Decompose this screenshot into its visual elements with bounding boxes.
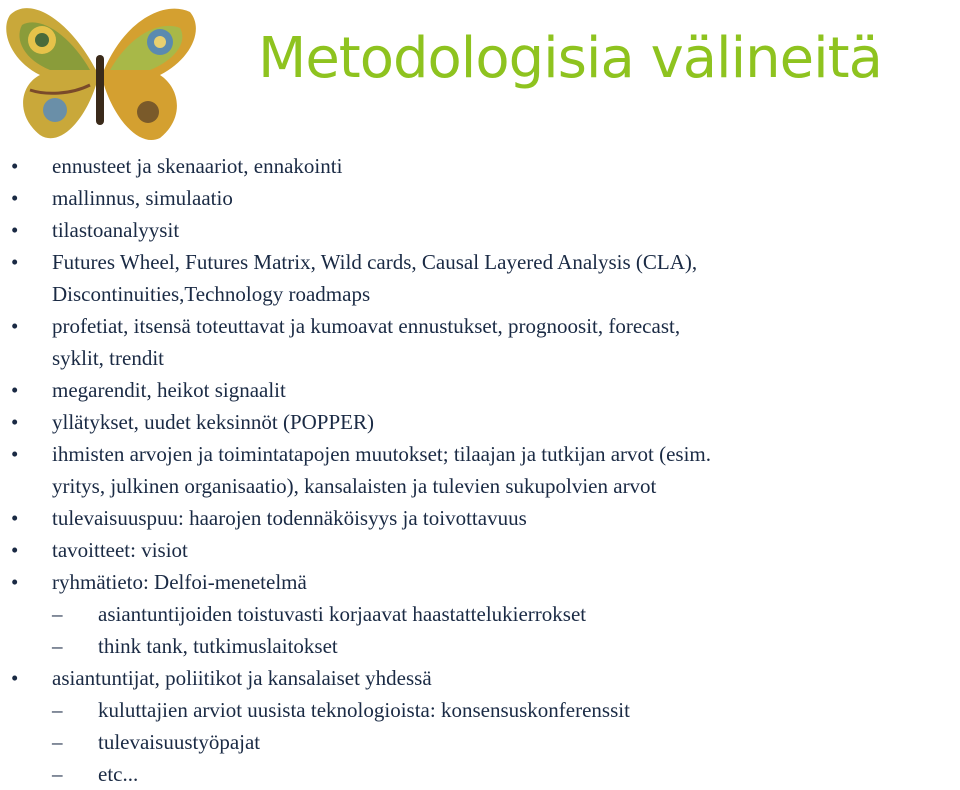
bullet-marker: • [11, 218, 19, 242]
list-item-text: profetiat, itsensä toteuttavat ja kumoavat ennustukset, prognoosit, forecast, [52, 314, 681, 338]
bullet-marker: • [11, 186, 19, 210]
dash-marker: – [52, 602, 63, 626]
list-item [0, 246, 960, 278]
butterfly-body [96, 55, 104, 125]
list-item [0, 566, 960, 598]
bullet-marker: • [11, 666, 19, 690]
bullet-marker: • [11, 538, 19, 562]
bullet-marker: • [11, 250, 19, 274]
list-item-text: asiantuntijat, poliitikot ja kansalaiset yhdessä [52, 666, 432, 690]
list-item [0, 374, 960, 406]
list-item [0, 214, 960, 246]
list-item [0, 406, 960, 438]
list-item-text: Futures Wheel, Futures Matrix, Wild cards, Causal Layered Analysis (CLA), [52, 250, 698, 274]
butterfly-image [0, 0, 205, 150]
list-item-text: tulevaisuustyöpajat [98, 730, 261, 754]
dash-marker: – [52, 730, 63, 754]
list-item-text: think tank, tutkimuslaitokset [98, 634, 338, 658]
bullet-marker: • [11, 442, 19, 466]
list-item-text: tilastoanalyysit [52, 218, 180, 242]
list-item-continuation: yritys, julkinen organisaatio), kansalaisten ja tulevien sukupolvien arvot [52, 474, 657, 498]
dash-marker: – [52, 634, 63, 658]
sub-list-item [0, 630, 960, 662]
list-item [0, 662, 960, 694]
list-item [0, 502, 960, 534]
list-item-continuation: syklit, trendit [52, 346, 164, 370]
list-item-text: tavoitteet: visiot [52, 538, 188, 562]
list-item-text: mallinnus, simulaatio [52, 186, 233, 210]
list-item-text: ennusteet ja skenaariot, ennakointi [52, 154, 343, 178]
bullet-marker: • [11, 154, 19, 178]
list-item-text: etc... [98, 762, 139, 786]
bullet-marker: • [11, 410, 19, 434]
dash-marker: – [52, 698, 63, 722]
butterfly-left-wing [6, 8, 96, 138]
list-item-text: kuluttajien arviot uusista teknologioista: konsensuskonferenssit [98, 698, 630, 722]
butterfly-right-wing [104, 9, 196, 140]
bullet-marker: • [11, 506, 19, 530]
bullet-marker: • [11, 378, 19, 402]
sub-list-item [0, 758, 960, 790]
list-item-text: megarendit, heikot signaalit [52, 378, 286, 402]
list-item-text: ryhmätieto: Delfoi-menetelmä [52, 570, 307, 594]
list-item [0, 534, 960, 566]
list-item [0, 438, 960, 470]
list-item-text: yllätykset, uudet keksinnöt (POPPER) [52, 410, 374, 434]
bullet-list [0, 150, 960, 790]
bullet-marker: • [11, 314, 19, 338]
list-item [0, 150, 960, 182]
page-title: Metodologisia välineitä [258, 26, 882, 91]
list-item-continuation: Discontinuities,Technology roadmaps [52, 282, 371, 306]
sub-list-item [0, 598, 960, 630]
list-item-text: tulevaisuuspuu: haarojen todennäköisyys ja toivottavuus [52, 506, 527, 530]
dash-marker: – [52, 762, 63, 786]
sub-list-item [0, 694, 960, 726]
list-item [0, 310, 960, 342]
list-item [0, 182, 960, 214]
list-item-text: ihmisten arvojen ja toimintatapojen muutokset; tilaajan ja tutkijan arvot (esim. [52, 442, 712, 466]
list-item-text: asiantuntijoiden toistuvasti korjaavat haastattelukierrokset [98, 602, 587, 626]
sub-list-item [0, 726, 960, 758]
bullet-marker: • [11, 570, 19, 594]
